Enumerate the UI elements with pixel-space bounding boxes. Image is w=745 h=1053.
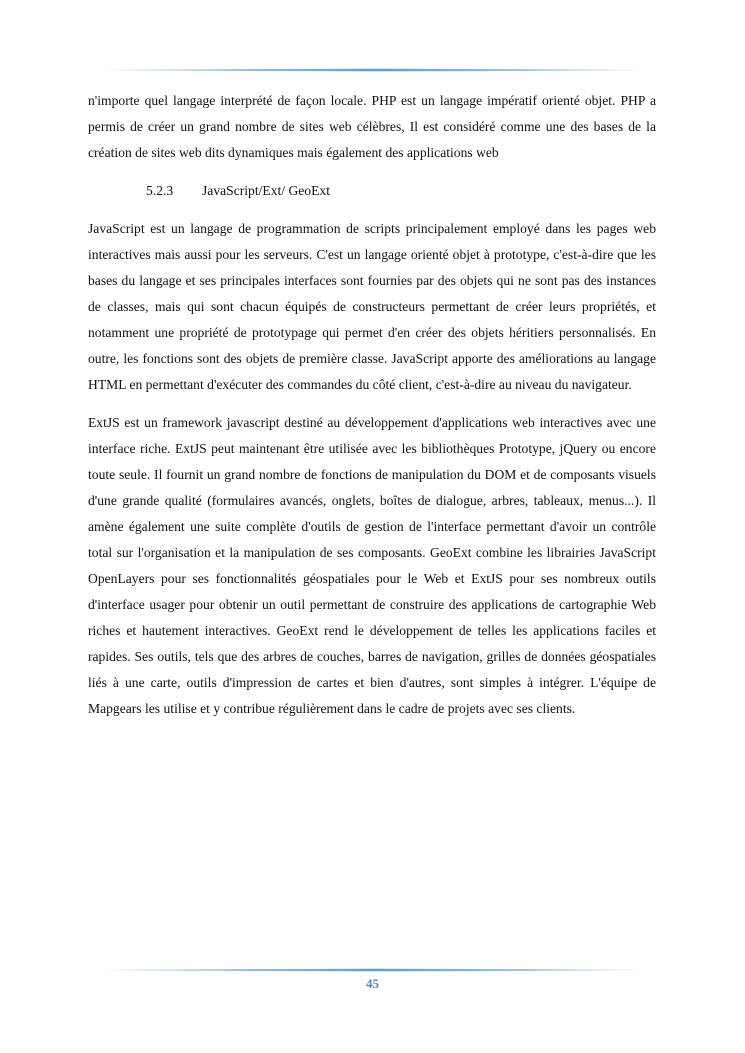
footer-rule <box>104 968 644 972</box>
header-rule <box>104 68 644 72</box>
section-number: 5.2.3 <box>146 183 174 198</box>
page-content <box>88 88 656 722</box>
intro-paragraph: n'importe quel langage interprété de façon locale. PHP est un langage impératif orienté objet. PHP a permis de créer un grand nombre de sites web célèbres, Il est considéré comme une des bases de la création de sites web dits dynamiques mais également des applications web <box>88 93 656 160</box>
javascript-paragraph: JavaScript est un langage de programmation de scripts principalement employé dans les pages web interactives mais aussi pour les serveurs. C'est un langage orienté objet à prototype, c'est-à-dire que les bases du langage et ses principales interfaces sont fournies par des objets qui ne sont pas des instances de classes, mais qui sont chacun équipés de constructeurs permettant de créer leurs propriétés, et notamment une propriété de prototypage qui permet d'en créer des objets héritiers personnalisés. En outre, les fonctions sont des objets de première classe. JavaScript apporte des améliorations au langage HTML en permettant d'exécuter des commandes du côté client, c'est-à-dire au niveau du navigateur. <box>88 221 656 392</box>
section-title: JavaScript/Ext/ GeoExt <box>202 183 330 198</box>
extjs-geoext-paragraph: ExtJS est un framework javascript destiné au développement d'applications web interactives avec une interface riche. ExtJS peut maintenant être utilisée avec les bibliothèques Prototype, jQuery ou encore toute seule. Il fournit un grand nombre de fonctions de manipulation du DOM et de composants visuels d'une grande qualité (formulaires avancés, onglets, boîtes de dialogue, arbres, tableaux, menus...). Il amène également une suite complète d'outils de gestion de l'interface permettant d'avoir un contrôle total sur l'organisation et la manipulation de ses composants. GeoExt combine les librairies JavaScript OpenLayers pour ses fonctionnalités géospatiales pour le Web et ExtJS pour ses nombreux outils d'interface usager pour obtenir un outil permettant de construire des applications de cartographie Web riches et hautement interactives. GeoExt rend le développement de telles les applications faciles et rapides. Ses outils, tels que des arbres de couches, barres de navigation, grilles de données géospatiales liés à une carte, outils d'impression de cartes et bien d'autres, sont simples à intégrer. L'équipe de Mapgears les utilise et y contribue régulièrement dans le cadre de projets avec ses clients. <box>88 415 656 716</box>
page-number: 45 <box>366 976 379 991</box>
section-heading <box>88 178 656 204</box>
